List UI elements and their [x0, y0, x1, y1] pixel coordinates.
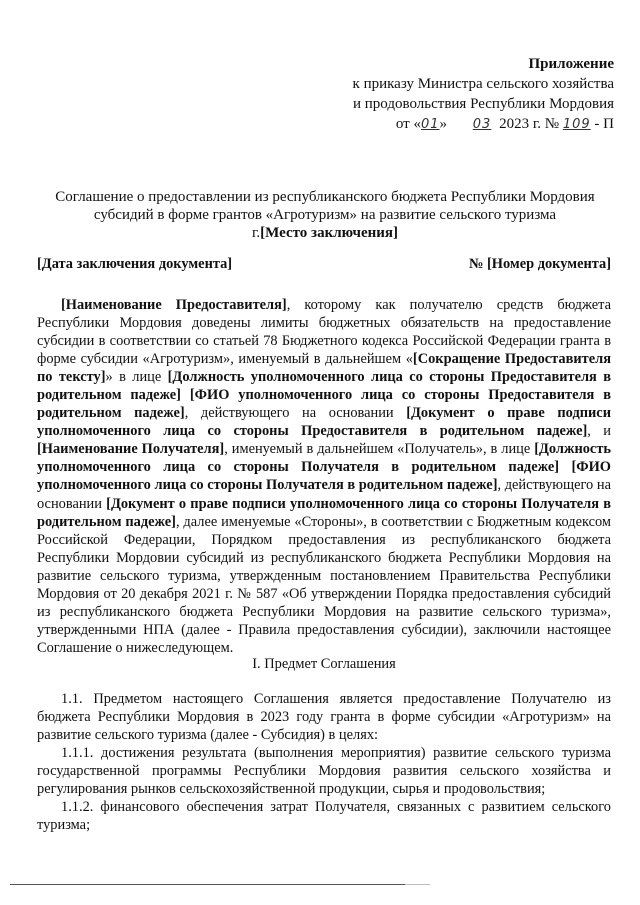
- number-suffix: - П: [594, 116, 614, 132]
- preamble-text: [181, 387, 190, 403]
- recipient-document-field: [Документ о праве подписи уполномоченного лица со стороны Получателя в родительном падеже]: [37, 495, 611, 530]
- date-prefix: от «: [395, 116, 421, 132]
- agreement-title-line-1: Соглашение о предоставлении из республиканского бюджета Республики Мордовия: [55, 189, 595, 205]
- clause-1-1: 1.1. Предметом настоящего Соглашения является предоставление Получателю из бюджета Республики Мордовия в 2023 году гранта в форме субсидии «Агротуризм» на развитие сельского туризма (далее - Субсидия) в целях:: [37, 691, 611, 744]
- date-number-line: [37, 256, 611, 273]
- preamble-text: , действующего на основании: [37, 477, 611, 512]
- provider-short-field: [Сокращение Предоставителя по тексту]: [37, 351, 611, 386]
- agreement-title-line-2: субсидий в форме грантов «Агротуризм» на развитие сельского туризма: [93, 207, 557, 223]
- section-1-title: I. Предмет Соглашения: [252, 656, 396, 672]
- clause-1-1-2: 1.1.2. финансового обеспечения затрат Получателя, связанных с развитием сельского туризма;: [37, 799, 611, 834]
- provider-name-field: [Наименование Предоставителя]: [61, 297, 287, 313]
- agreement-title: [40, 188, 610, 242]
- preamble-text: , действующего на основании: [184, 405, 407, 422]
- number-field: № [Номер документа]: [468, 256, 611, 272]
- preamble-text: , именуемый в дальнейшем «Получатель», в лице: [224, 441, 535, 458]
- preamble-text: [559, 459, 571, 475]
- preamble-text: , и: [587, 423, 611, 440]
- handwritten-month: 03: [472, 117, 492, 132]
- handwritten-day: 01: [420, 117, 440, 132]
- section-1-body: [37, 690, 611, 834]
- clause-1-1-1: 1.1.1. достижения результата (выполнения мероприятия) развитие сельского туризма государственной программы Республики Мордовия развития сельского хозяйства и регулирования рынков сельскохозяйственной продукции, сырья и продовольствия;: [37, 745, 611, 798]
- preamble-paragraph: [37, 296, 611, 657]
- annex-title: Приложение: [528, 56, 614, 72]
- agreement-place: [40, 224, 610, 242]
- recipient-name-field: [Наименование Получателя]: [37, 441, 225, 458]
- date-field: [Дата заключения документа]: [37, 256, 233, 272]
- preamble: [37, 296, 611, 657]
- preamble-text: , которому как получателю средств бюджета Республики Мордовия доведены лимиты бюджетных обязательств на предоставление субсидии в соответствии со статьей 78 Бюджетного кодекса Российской Федерации гранта в форме субсидии «Агротуризм», именуемый в дальнейшем «: [37, 297, 611, 368]
- place-prefix: г.: [251, 225, 261, 241]
- footer-divider: [10, 884, 405, 885]
- annex-header: [353, 54, 614, 135]
- annex-line-1: к приказу Министра сельского хозяйства: [352, 76, 614, 92]
- handwritten-number: 109: [562, 117, 591, 132]
- provider-position-field: [Должность уполномоченного лица со стороны Предоставителя в родительном падеже]: [37, 369, 611, 404]
- provider-document-field: [Документ о праве подписи уполномоченного лица со стороны Предоставителя в родительном падеже]: [37, 405, 611, 440]
- annex-line-2: и продовольствия Республики Мордовия: [353, 96, 614, 112]
- preamble-text: » в лице: [105, 369, 168, 386]
- annex-date-line: [353, 114, 614, 135]
- preamble-text: , далее именуемые «Стороны», в соответствии с Бюджетным кодексом Российской Федерации, Порядком предоставления из республиканского бюджета Республики Мордовии субсидий из республиканского бюджета Республики Мордовия на развитие сельского туризма, утвержденным постановлением Правительства Республики Мордовия от 20 декабря 2021 г. № 587 «Об утверждении Порядка предоставления субсидий из республиканского бюджета Республики Мордовия на развитие сельского туризма», утвержденными НПА (далее - Правила предоставления субсидии), заключили настоящее Соглашение о нижеследующем.: [37, 513, 611, 656]
- provider-fio-field: [ФИО уполномоченного лица со стороны Предоставителя в родительном падеже]: [37, 387, 611, 422]
- year-part: 2023 г. №: [499, 116, 560, 132]
- recipient-fio-field: [ФИО уполномоченного лица со стороны Получателя в родительном падеже]: [37, 459, 611, 494]
- place-field: [Место заключения]: [260, 225, 399, 241]
- recipient-position-field: [Должность уполномоченного лица со стороны Получателя в родительном падеже]: [37, 441, 611, 476]
- footer-divider-faint: [405, 884, 430, 885]
- date-mid: »: [439, 116, 448, 132]
